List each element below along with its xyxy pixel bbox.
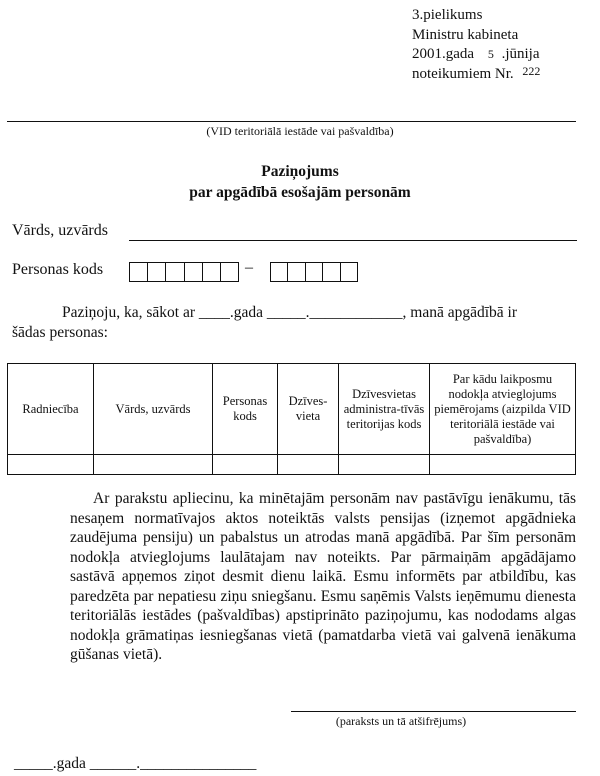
digit-cell[interactable] [306,263,323,281]
col-header-name: Vārds, uzvārds [94,364,213,455]
col-header-residence-code: Dzīvesvietas administra-tīvās teritorijas kods [339,364,430,455]
table-cell[interactable] [278,455,339,475]
annex-reference [412,6,540,84]
title-line-1: Paziņojums [261,163,339,180]
start-day-blank[interactable]: _____ [266,304,306,321]
digit-cell[interactable] [130,263,148,281]
date-year-blank[interactable]: _____ [14,755,53,772]
intro-line-1: Paziņoju, ka, sākot ar ____.gada _____.____________, manā apgādībā ir [62,304,518,321]
signature-line[interactable] [291,711,576,712]
annex-issuer: Ministru kabineta [412,26,519,43]
start-month-blank[interactable]: ____________ [309,304,403,321]
personal-code-serial-boxes[interactable] [270,262,358,282]
name-field[interactable] [129,240,577,241]
table-row [8,455,576,475]
col-header-personal-code: Personas kods [213,364,278,455]
signature-caption: (paraksts un tā atšifrējums) [335,714,467,728]
digit-cell[interactable] [203,263,221,281]
digit-cell[interactable] [148,263,166,281]
personal-code-separator: – [245,259,253,276]
annex-number: 3.pielikums [412,7,483,23]
table-cell[interactable] [94,455,213,475]
personal-code-date-boxes[interactable] [129,262,239,282]
start-year-blank[interactable]: ____ [198,304,230,321]
annex-regulation-number: noteikumiem Nr. $^{222}$ [412,63,541,82]
table-header-row [8,364,576,455]
title-line-2: par apgādībā esošajām personām [189,184,411,201]
digit-cell[interactable] [341,263,357,281]
digit-cell[interactable] [323,263,340,281]
intro-sentence [12,303,578,342]
declaration-paragraph: Ar parakstu apliecinu, ka minētajām personām nav pastāvīgu ienākumu, tās nesaņem normatīvajos aktos noteiktās valsts pensijas (izņemot apgādnieka zaudējuma pensiju) un pabalstus un atrodas manā apgādībā. Par šīm personām nodokļa atvieglojums laulātajam nav noteikts. Par pārmaiņām apgādājamo sastāvā apņemos ziņot desmit dienu laikā. Esmu informēts par atbildību, kas paredzēta par nepatiesu ziņu sniegšanu. Esmu saņēmis Valsts ieņēmumu dienesta teritoriālās iestādes (pašvaldības) apstiprināto paziņojumu, kas nododams algas nodokļa grāmatiņas iesniegšanas vietā (pamatdarba vietā vai galvenā ienākuma gūšanas vietā). [70,490,576,663]
name-label: Vārds, uzvārds [12,222,108,239]
date-day-blank[interactable]: ______ [89,755,137,772]
digit-cell[interactable] [271,263,288,281]
digit-cell[interactable] [221,263,238,281]
table-cell[interactable] [8,455,94,475]
personal-code-label: Personas kods [12,261,104,278]
col-header-residence: Dzīves-vieta [278,364,339,455]
digit-cell[interactable] [166,263,184,281]
digit-cell[interactable] [185,263,203,281]
col-header-relief-period: Par kādu laikposmu nodokļa atvieglojums piemērojams (aizpilda VID teritoriālā iestāde vai pašvaldība) [430,364,576,455]
date-month-blank[interactable]: _______________ [140,755,257,772]
date-line: _____.gada ______._______________ [14,755,257,772]
digit-cell[interactable] [288,263,305,281]
page-title [0,161,600,203]
intro-line-2: šādas personas: [12,323,108,341]
col-header-relationship: Radniecība [8,364,94,455]
table-cell[interactable] [339,455,430,475]
table-cell[interactable] [213,455,278,475]
dependents-table [7,363,576,475]
table-cell[interactable] [430,455,576,475]
authority-line[interactable] [7,121,576,122]
authority-caption: (VID teritoriālā iestāde vai pašvaldība) [206,124,394,138]
annex-date: 2001.gada 5 .jūnija [412,46,540,62]
